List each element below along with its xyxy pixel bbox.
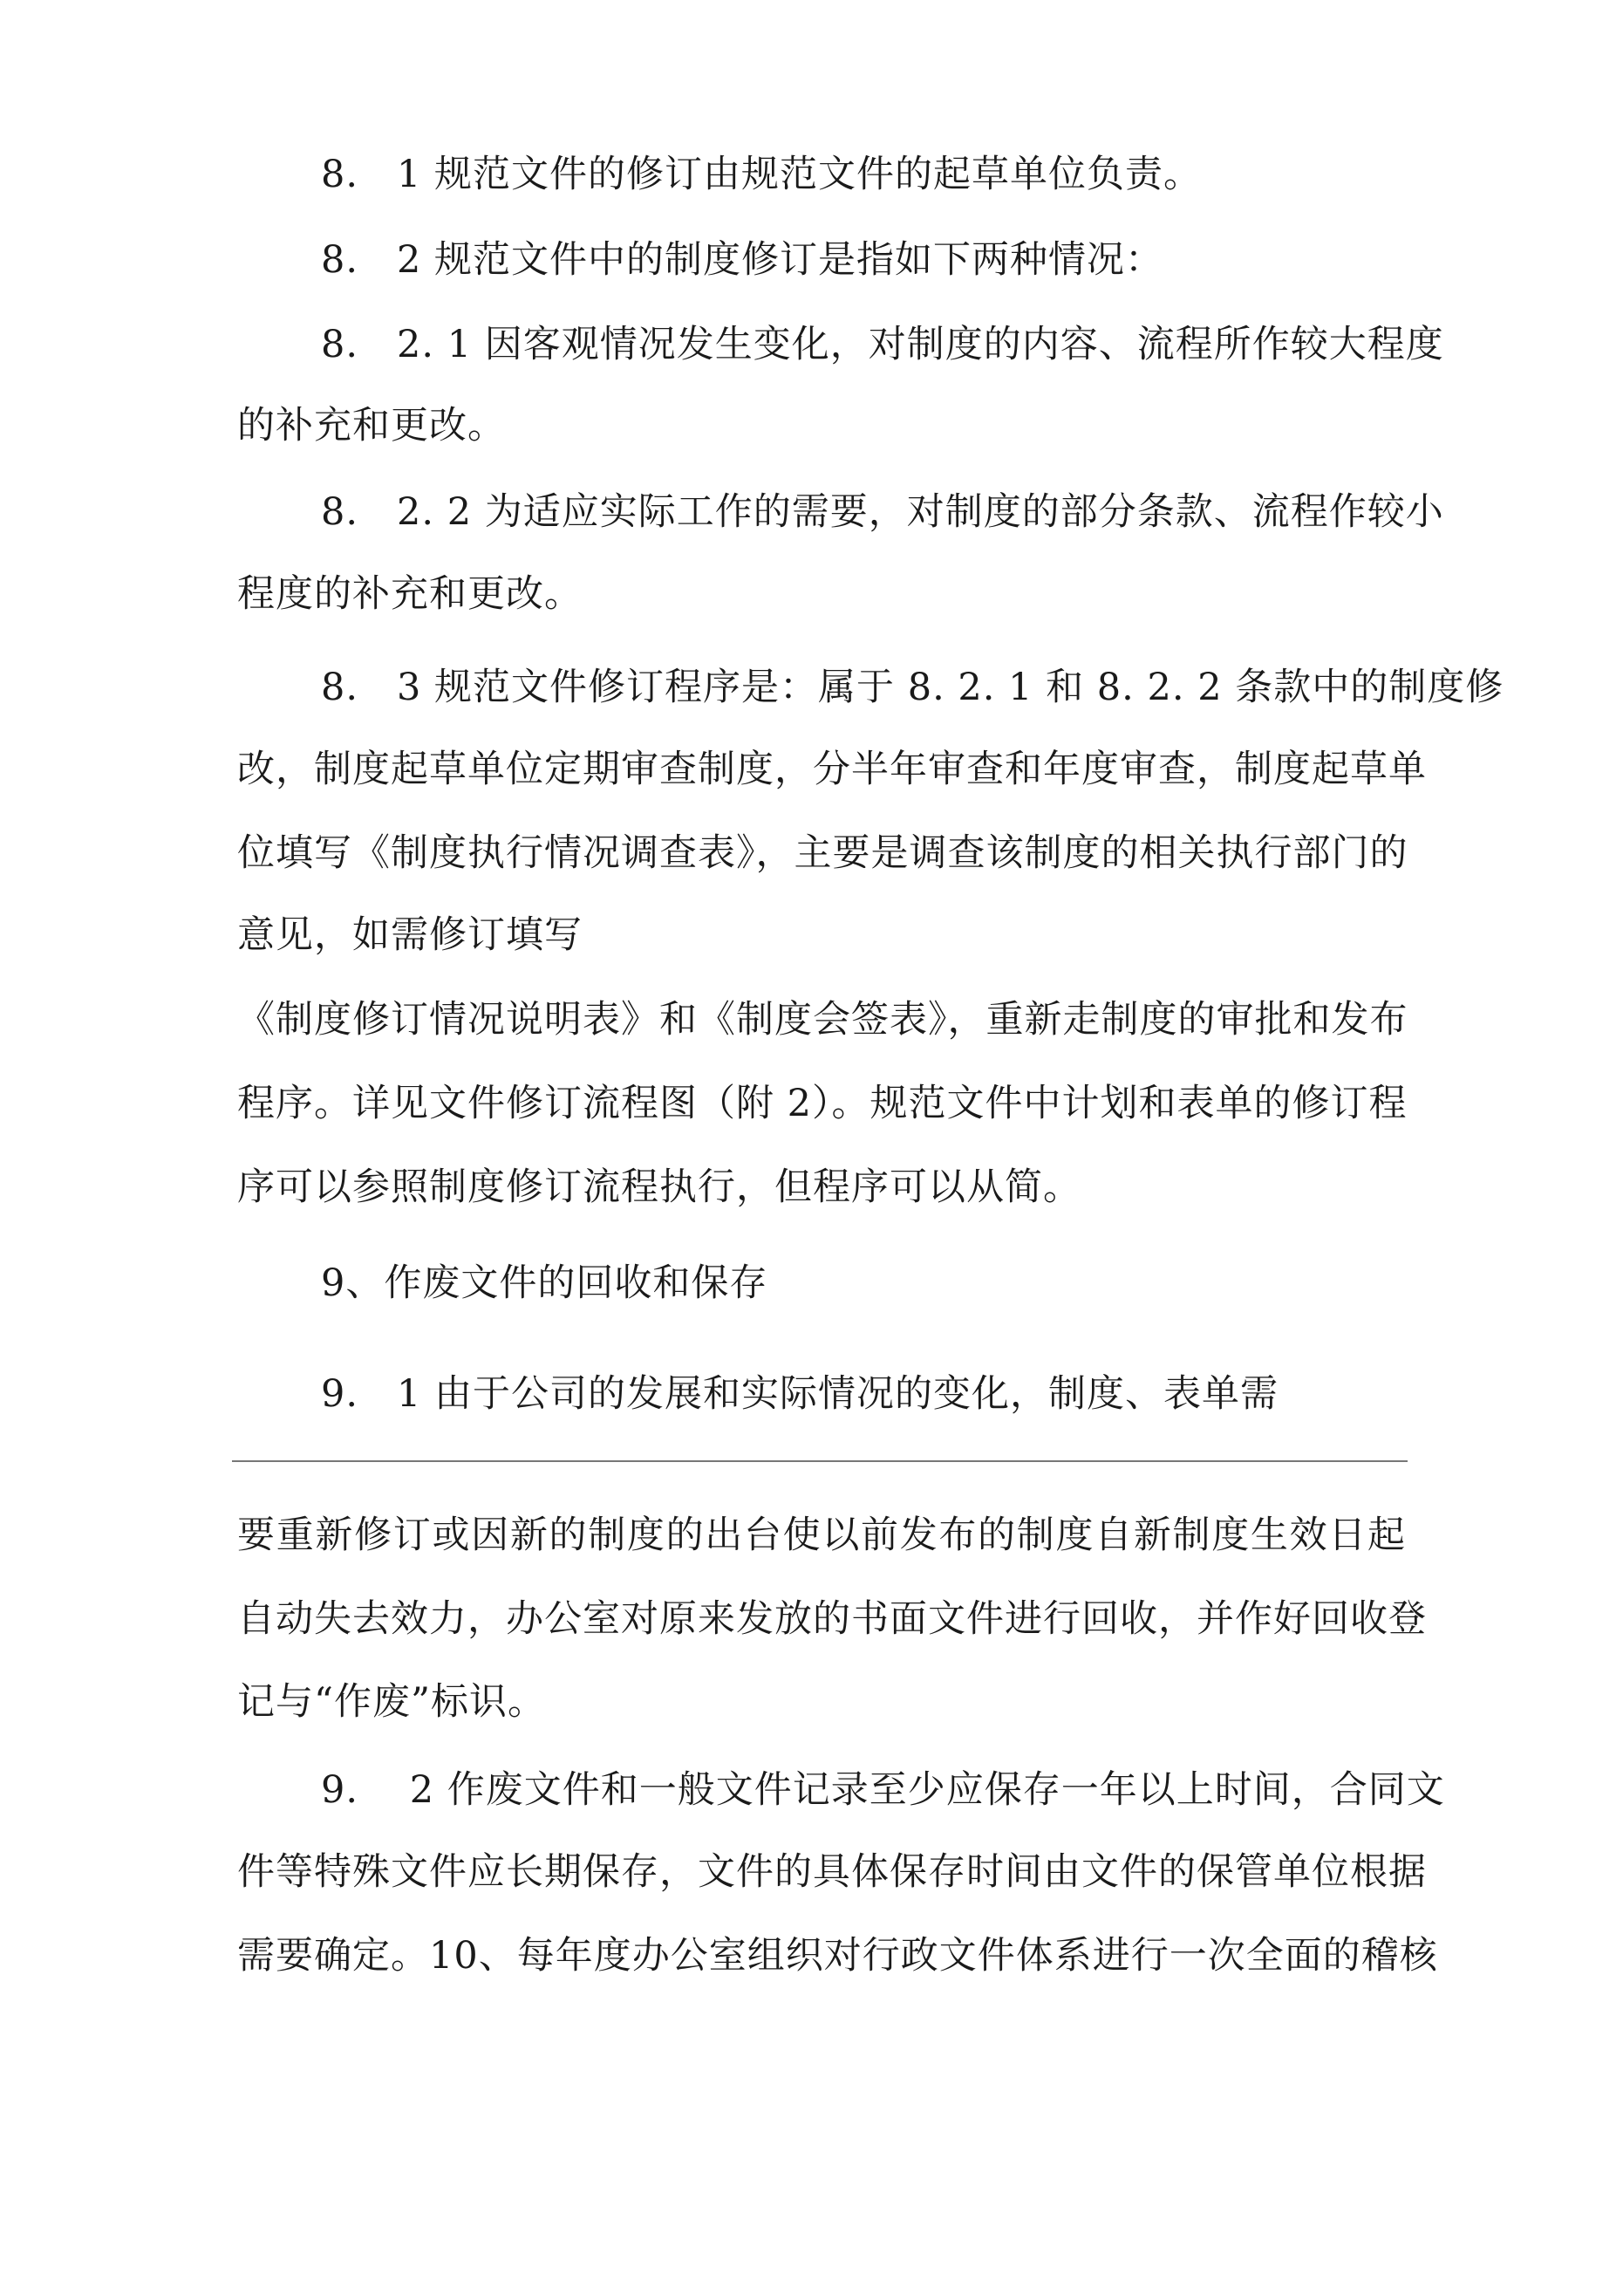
section-9-heading: 9、作废文件的回收和保存 (321, 1261, 768, 1305)
paragraph-8-2-2-line-1: 8. 2. 2 为适应实际工作的需要，对制度的部分条款、流程作较小 (321, 490, 1444, 534)
paragraph-8-2-2-line-2: 程度的补充和更改。 (237, 572, 583, 616)
paragraph-8-3-line-5: 《制度修订情况说明表》和《制度会签表》，重新走制度的审批和发布 (237, 998, 1408, 1042)
paragraph-8-3-line-2: 改，制度起草单位定期审查制度，分半年审查和年度审查，制度起草单 (237, 748, 1427, 791)
paragraph-9-2-line-1: 9. 2 作废文件和一般文件记录至少应保存一年以上时间，合同文 (321, 1768, 1445, 1812)
paragraph-8-3-line-1: 8. 3 规范文件修订程序是：属于 8. 2. 1 和 8. 2. 2 条款中的制度修 (321, 666, 1504, 709)
paragraph-8-3-line-3: 位填写《制度执行情况调查表》，主要是调查该制度的相关执行部门的 (237, 831, 1408, 875)
paragraph-8-2-1-line-2: 的补充和更改。 (237, 404, 506, 448)
paragraph-9-2-line-2: 件等特殊文件应长期保存，文件的具体保存时间由文件的保管单位根据 (237, 1850, 1427, 1894)
paragraph-9-2-line-3: 需要确定。10、每年度办公室组织对行政文件体系进行一次全面的稽核 (237, 1934, 1438, 1978)
paragraph-8-3-line-6: 程序。详见文件修订流程图（附 2）。规范文件中计划和表单的修订程 (237, 1082, 1408, 1125)
paragraph-9-1-line-1: 9. 1 由于公司的发展和实际情况的变化，制度、表单需 (321, 1372, 1279, 1416)
paragraph-8-3-line-7: 序可以参照制度修订流程执行，但程序可以从简。 (237, 1165, 1081, 1209)
paragraph-9-1-line-2: 要重新修订或因新的制度的出台使以前发布的制度自新制度生效日起 (237, 1514, 1406, 1557)
paragraph-9-1-line-4: 记与“作废”标识。 (237, 1680, 546, 1724)
paragraph-8-3-line-4: 意见，如需修订填写 (237, 913, 583, 957)
paragraph-8-2: 8. 2 规范文件中的制度修订是指如下两种情况： (321, 238, 1164, 282)
paragraph-8-2-1-line-1: 8. 2. 1 因客观情况发生变化，对制度的内容、流程所作较大程度 (321, 323, 1444, 366)
page-divider (232, 1460, 1408, 1462)
paragraph-9-1-line-3: 自动失去效力，办公室对原来发放的书面文件进行回收，并作好回收登 (237, 1597, 1427, 1641)
paragraph-8-1: 8. 1 规范文件的修订由规范文件的起草单位负责。 (321, 153, 1203, 196)
